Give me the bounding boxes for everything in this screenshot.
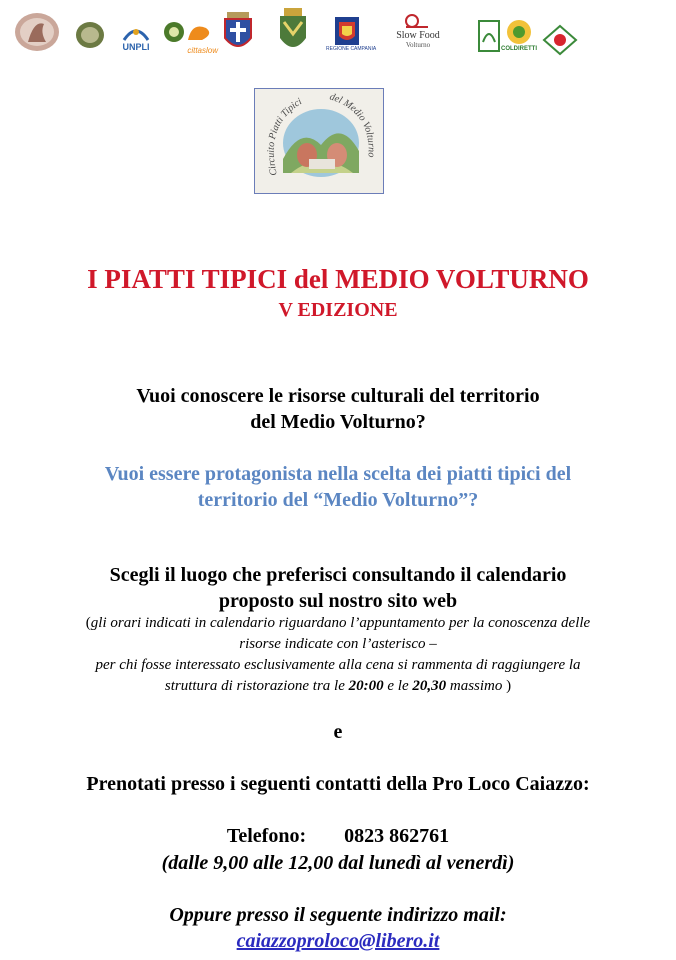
phone-number[interactable]: 0823 862761 (344, 825, 450, 847)
cittaslow-logo: cittaslow (162, 16, 218, 58)
email-line (0, 930, 676, 953)
unpli-logo: UNPLI (120, 22, 152, 56)
note-line4: struttura di ristorazione tra le 20:00 e le 20,30 massimo ) (164, 678, 512, 694)
sponsor-logos (0, 8, 676, 58)
crest-logo (74, 20, 106, 50)
edition-subtitle: V EDIZIONE (278, 299, 398, 321)
note-line2: risorse indicate con l’asterisco – (239, 636, 437, 652)
conjunction-text: e (333, 721, 343, 743)
svg-text:Circuito Piatti Tipici: Circuito Piatti Tipici (265, 96, 304, 177)
question-culture-line1: Vuoi conoscere le risorse culturali del territorio (136, 385, 540, 407)
choose-line2: proposto sul nostro sito web (218, 590, 458, 612)
note-line1: (gli orari indicati in calendario riguardano l’appuntamento per la conoscenza delle (85, 615, 591, 631)
question-culture-line2: del Medio Volturno? (250, 411, 426, 433)
choose-line1: Scegli il luogo che preferisci consultando il calendario (109, 564, 567, 586)
slow-food-logo: Slow Food Volturno (388, 12, 448, 56)
phone-label: Telefono: (226, 825, 307, 847)
green-label-logo (478, 20, 500, 52)
circuit-logo (254, 88, 384, 194)
red-badge-logo (540, 24, 580, 56)
question-protagonist-line1: Vuoi essere protagonista nella scelta dei piatti tipici del (104, 463, 572, 485)
regione-campania-logo: REGIONE CAMPANIA (326, 16, 368, 58)
schedule-note (0, 613, 676, 697)
question-protagonist-line2: territorio del “Medio Volturno”? (197, 489, 479, 511)
phone-line (0, 825, 676, 848)
coat-of-arms-logo (221, 10, 255, 56)
svg-text:del Medio Volturno: del Medio Volturno (328, 91, 377, 158)
booking-heading: Prenotati presso i seguenti contatti della Pro Loco Caiazzo: (86, 773, 590, 795)
choose-instruction (0, 562, 676, 614)
mail-intro: Oppure presso il seguente indirizzo mail: (169, 904, 507, 926)
stamp-logo (14, 12, 60, 52)
email-link[interactable]: caiazzoproloco@libero.it (236, 930, 440, 952)
page-title: I PIATTI TIPICI del MEDIO VOLTURNO (87, 264, 589, 294)
question-culture (0, 383, 676, 435)
province-crest-logo (276, 8, 310, 56)
note-line3: per chi fosse interessato esclusivamente alla cena si rammenta di raggiungere la (95, 657, 581, 673)
coldiretti-logo: COLDIRETTI (500, 18, 538, 56)
question-protagonist (0, 461, 676, 513)
office-hours: (dalle 9,00 alle 12,00 dal lunedì al venerdì) (161, 852, 515, 874)
